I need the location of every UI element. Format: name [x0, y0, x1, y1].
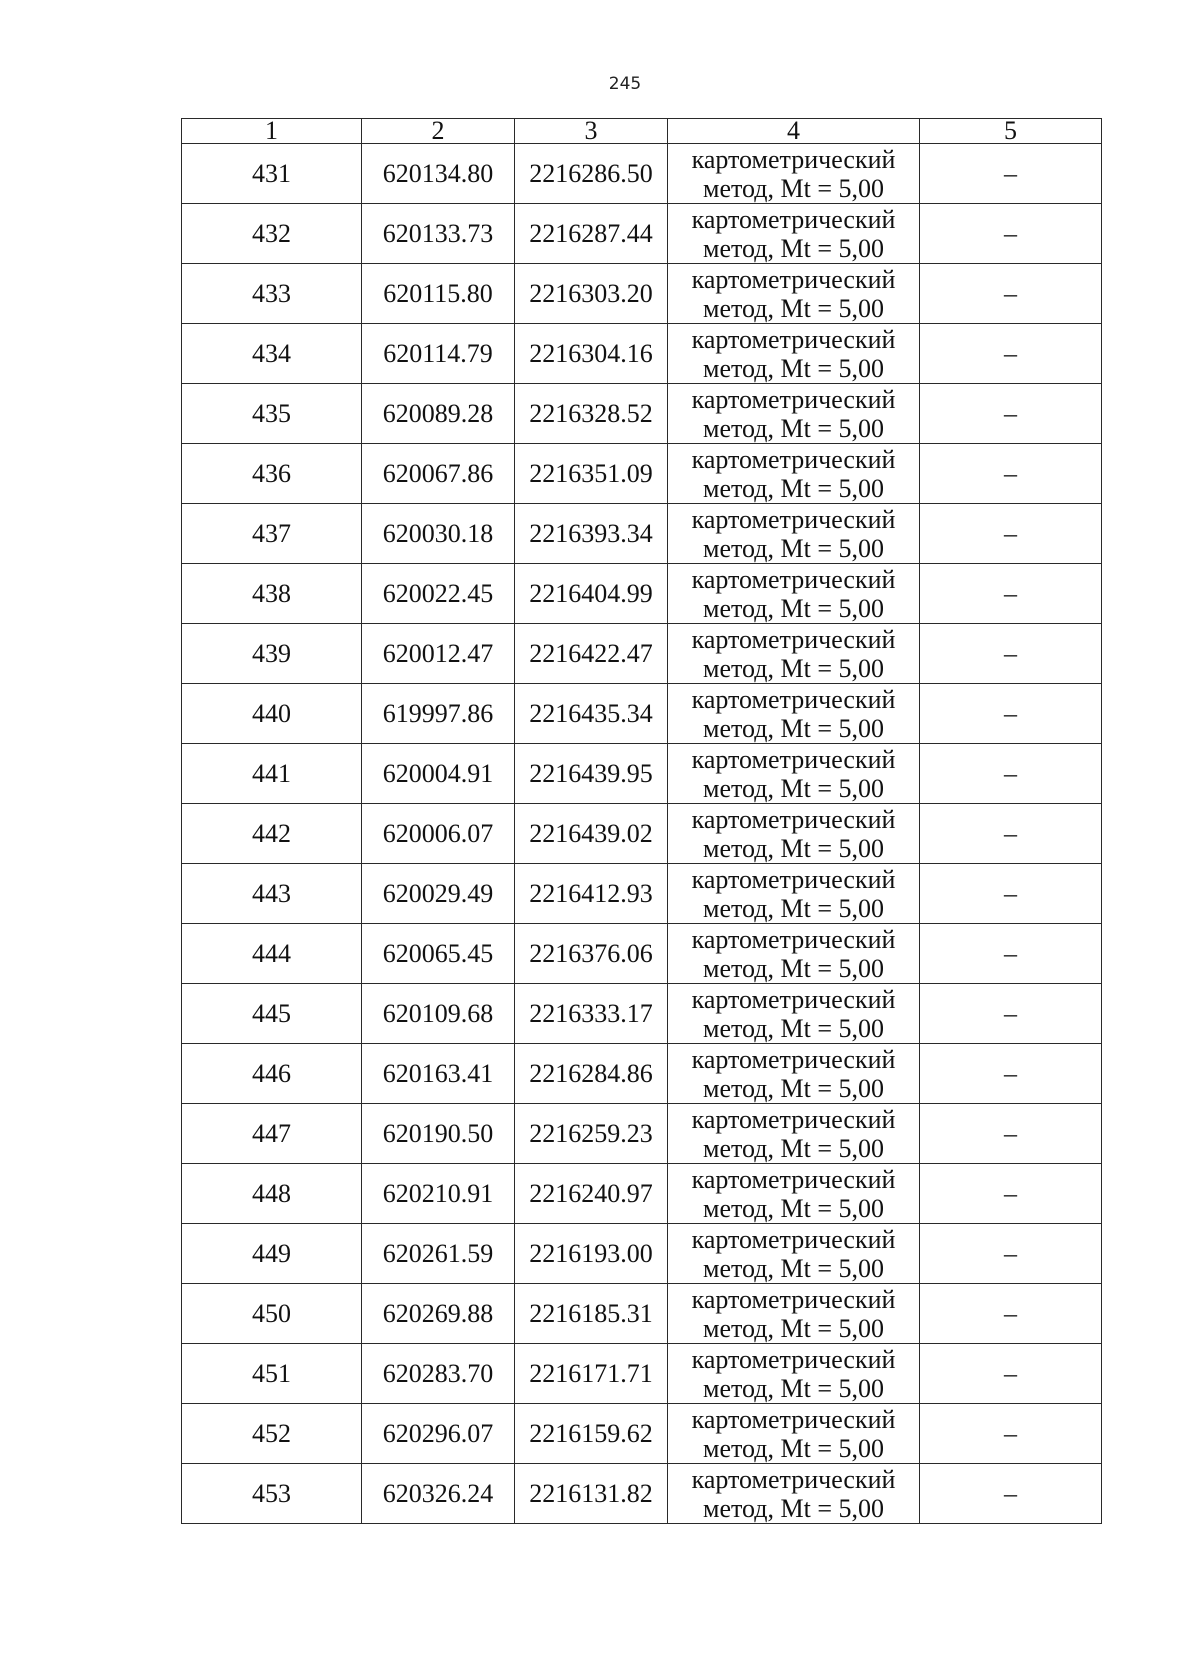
- note-cell: –: [920, 1164, 1102, 1224]
- table-row: [182, 804, 1102, 864]
- point-number-cell: 445: [182, 984, 362, 1044]
- y-coordinate-cell: 2216159.62: [515, 1404, 668, 1464]
- method-line2: метод, Mt = 5,00: [703, 833, 884, 863]
- table-row: [182, 384, 1102, 444]
- method-cell: [668, 1224, 920, 1284]
- method-line1: картометрический: [691, 264, 896, 294]
- method-cell: [668, 1044, 920, 1104]
- x-coordinate-cell: 620261.59: [362, 1224, 515, 1284]
- method-cell: [668, 924, 920, 984]
- note-cell: –: [920, 744, 1102, 804]
- table-row: [182, 684, 1102, 744]
- point-number-cell: 436: [182, 444, 362, 504]
- y-coordinate-cell: 2216333.17: [515, 984, 668, 1044]
- note-cell: –: [920, 1044, 1102, 1104]
- y-coordinate-cell: 2216404.99: [515, 564, 668, 624]
- table-row: [182, 1224, 1102, 1284]
- method-line2: метод, Mt = 5,00: [703, 233, 884, 263]
- x-coordinate-cell: 620190.50: [362, 1104, 515, 1164]
- x-coordinate-cell: 620065.45: [362, 924, 515, 984]
- note-cell: –: [920, 144, 1102, 204]
- table-row: [182, 444, 1102, 504]
- point-number-cell: 447: [182, 1104, 362, 1164]
- method-cell: [668, 324, 920, 384]
- table-row: [182, 1044, 1102, 1104]
- method-line1: картометрический: [691, 324, 896, 354]
- note-cell: –: [920, 1404, 1102, 1464]
- method-line2: метод, Mt = 5,00: [703, 653, 884, 683]
- point-number-cell: 432: [182, 204, 362, 264]
- method-cell: [668, 384, 920, 444]
- y-coordinate-cell: 2216287.44: [515, 204, 668, 264]
- table-row: [182, 864, 1102, 924]
- point-number-cell: 449: [182, 1224, 362, 1284]
- x-coordinate-cell: 620326.24: [362, 1464, 515, 1524]
- x-coordinate-cell: 620283.70: [362, 1344, 515, 1404]
- method-line1: картометрический: [691, 1284, 896, 1314]
- note-cell: –: [920, 264, 1102, 324]
- note-cell: –: [920, 624, 1102, 684]
- y-coordinate-cell: 2216435.34: [515, 684, 668, 744]
- note-cell: –: [920, 1344, 1102, 1404]
- method-cell: [668, 1284, 920, 1344]
- x-coordinate-cell: 620004.91: [362, 744, 515, 804]
- method-line1: картометрический: [691, 1464, 896, 1494]
- point-number-cell: 443: [182, 864, 362, 924]
- method-cell: [668, 444, 920, 504]
- method-line1: картометрический: [691, 624, 896, 654]
- y-coordinate-cell: 2216412.93: [515, 864, 668, 924]
- method-line1: картометрический: [691, 384, 896, 414]
- y-coordinate-cell: 2216240.97: [515, 1164, 668, 1224]
- table-header-row: [182, 119, 1102, 144]
- method-cell: [668, 864, 920, 924]
- method-line1: картометрический: [691, 1344, 896, 1374]
- note-cell: –: [920, 1284, 1102, 1344]
- method-cell: [668, 1464, 920, 1524]
- x-coordinate-cell: 620296.07: [362, 1404, 515, 1464]
- y-coordinate-cell: 2216303.20: [515, 264, 668, 324]
- note-cell: –: [920, 384, 1102, 444]
- method-cell: [668, 804, 920, 864]
- table-row: [182, 1164, 1102, 1224]
- x-coordinate-cell: 620089.28: [362, 384, 515, 444]
- note-cell: –: [920, 984, 1102, 1044]
- x-coordinate-cell: 619997.86: [362, 684, 515, 744]
- point-number-cell: 433: [182, 264, 362, 324]
- x-coordinate-cell: 620115.80: [362, 264, 515, 324]
- x-coordinate-cell: 620012.47: [362, 624, 515, 684]
- method-line2: метод, Mt = 5,00: [703, 1193, 884, 1223]
- x-coordinate-cell: 620109.68: [362, 984, 515, 1044]
- method-line2: метод, Mt = 5,00: [703, 533, 884, 563]
- y-coordinate-cell: 2216439.02: [515, 804, 668, 864]
- y-coordinate-cell: 2216171.71: [515, 1344, 668, 1404]
- method-line1: картометрический: [691, 204, 896, 234]
- table-row: [182, 1464, 1102, 1524]
- x-coordinate-cell: 620029.49: [362, 864, 515, 924]
- method-cell: [668, 564, 920, 624]
- method-line1: картометрический: [691, 744, 896, 774]
- method-cell: [668, 504, 920, 564]
- column-header: 5: [920, 119, 1102, 144]
- note-cell: –: [920, 804, 1102, 864]
- note-cell: –: [920, 684, 1102, 744]
- point-number-cell: 440: [182, 684, 362, 744]
- method-line2: метод, Mt = 5,00: [703, 593, 884, 623]
- point-number-cell: 452: [182, 1404, 362, 1464]
- note-cell: –: [920, 444, 1102, 504]
- method-line2: метод, Mt = 5,00: [703, 1253, 884, 1283]
- point-number-cell: 451: [182, 1344, 362, 1404]
- x-coordinate-cell: 620067.86: [362, 444, 515, 504]
- method-line2: метод, Mt = 5,00: [703, 1313, 884, 1343]
- y-coordinate-cell: 2216131.82: [515, 1464, 668, 1524]
- method-line2: метод, Mt = 5,00: [703, 1133, 884, 1163]
- y-coordinate-cell: 2216376.06: [515, 924, 668, 984]
- x-coordinate-cell: 620030.18: [362, 504, 515, 564]
- table-row: [182, 1404, 1102, 1464]
- method-cell: [668, 1404, 920, 1464]
- point-number-cell: 446: [182, 1044, 362, 1104]
- y-coordinate-cell: 2216328.52: [515, 384, 668, 444]
- table-row: [182, 324, 1102, 384]
- table-row: [182, 1284, 1102, 1344]
- table-row: [182, 264, 1102, 324]
- point-number-cell: 444: [182, 924, 362, 984]
- column-header: 2: [362, 119, 515, 144]
- method-cell: [668, 1344, 920, 1404]
- table-row: [182, 924, 1102, 984]
- method-line2: метод, Mt = 5,00: [703, 1073, 884, 1103]
- note-cell: –: [920, 564, 1102, 624]
- y-coordinate-cell: 2216422.47: [515, 624, 668, 684]
- point-number-cell: 435: [182, 384, 362, 444]
- x-coordinate-cell: 620133.73: [362, 204, 515, 264]
- y-coordinate-cell: 2216259.23: [515, 1104, 668, 1164]
- point-number-cell: 438: [182, 564, 362, 624]
- method-cell: [668, 204, 920, 264]
- note-cell: –: [920, 504, 1102, 564]
- table-row: [182, 1104, 1102, 1164]
- y-coordinate-cell: 2216304.16: [515, 324, 668, 384]
- method-line2: метод, Mt = 5,00: [703, 1373, 884, 1403]
- method-line1: картометрический: [691, 804, 896, 834]
- column-header: 3: [515, 119, 668, 144]
- y-coordinate-cell: 2216286.50: [515, 144, 668, 204]
- note-cell: –: [920, 324, 1102, 384]
- method-line2: метод, Mt = 5,00: [703, 353, 884, 383]
- method-line2: метод, Mt = 5,00: [703, 893, 884, 923]
- method-line1: картометрический: [691, 1224, 896, 1254]
- method-cell: [668, 1104, 920, 1164]
- table-row: [182, 1344, 1102, 1404]
- method-line1: картометрический: [691, 1404, 896, 1434]
- method-cell: [668, 744, 920, 804]
- method-cell: [668, 264, 920, 324]
- note-cell: –: [920, 1464, 1102, 1524]
- method-line2: метод, Mt = 5,00: [703, 713, 884, 743]
- point-number-cell: 431: [182, 144, 362, 204]
- column-header: 1: [182, 119, 362, 144]
- y-coordinate-cell: 2216351.09: [515, 444, 668, 504]
- method-cell: [668, 624, 920, 684]
- table-row: [182, 624, 1102, 684]
- x-coordinate-cell: 620269.88: [362, 1284, 515, 1344]
- y-coordinate-cell: 2216284.86: [515, 1044, 668, 1104]
- method-line2: метод, Mt = 5,00: [703, 953, 884, 983]
- x-coordinate-cell: 620134.80: [362, 144, 515, 204]
- method-line2: метод, Mt = 5,00: [703, 413, 884, 443]
- method-line1: картометрический: [691, 564, 896, 594]
- method-line2: метод, Mt = 5,00: [703, 1013, 884, 1043]
- table-row: [182, 204, 1102, 264]
- method-line1: картометрический: [691, 864, 896, 894]
- point-number-cell: 434: [182, 324, 362, 384]
- method-line1: картометрический: [691, 444, 896, 474]
- point-number-cell: 450: [182, 1284, 362, 1344]
- point-number-cell: 439: [182, 624, 362, 684]
- method-cell: [668, 684, 920, 744]
- table-row: [182, 144, 1102, 204]
- method-line1: картометрический: [691, 1104, 896, 1134]
- method-line2: метод, Mt = 5,00: [703, 773, 884, 803]
- method-line1: картометрический: [691, 504, 896, 534]
- method-line2: метод, Mt = 5,00: [703, 1493, 884, 1523]
- method-line2: метод, Mt = 5,00: [703, 173, 884, 203]
- method-line1: картометрический: [691, 1164, 896, 1194]
- x-coordinate-cell: 620006.07: [362, 804, 515, 864]
- method-cell: [668, 1164, 920, 1224]
- method-line2: метод, Mt = 5,00: [703, 1433, 884, 1463]
- point-number-cell: 442: [182, 804, 362, 864]
- x-coordinate-cell: 620163.41: [362, 1044, 515, 1104]
- point-number-cell: 441: [182, 744, 362, 804]
- note-cell: –: [920, 864, 1102, 924]
- y-coordinate-cell: 2216193.00: [515, 1224, 668, 1284]
- y-coordinate-cell: 2216393.34: [515, 504, 668, 564]
- table-row: [182, 984, 1102, 1044]
- method-cell: [668, 984, 920, 1044]
- note-cell: –: [920, 1104, 1102, 1164]
- method-line2: метод, Mt = 5,00: [703, 293, 884, 323]
- method-line2: метод, Mt = 5,00: [703, 473, 884, 503]
- note-cell: –: [920, 1224, 1102, 1284]
- x-coordinate-cell: 620022.45: [362, 564, 515, 624]
- y-coordinate-cell: 2216439.95: [515, 744, 668, 804]
- method-line1: картометрический: [691, 924, 896, 954]
- point-number-cell: 448: [182, 1164, 362, 1224]
- x-coordinate-cell: 620114.79: [362, 324, 515, 384]
- method-line1: картометрический: [691, 984, 896, 1014]
- method-line1: картометрический: [691, 144, 896, 174]
- table-body: [182, 144, 1102, 1524]
- point-number-cell: 437: [182, 504, 362, 564]
- method-cell: [668, 144, 920, 204]
- y-coordinate-cell: 2216185.31: [515, 1284, 668, 1344]
- point-number-cell: 453: [182, 1464, 362, 1524]
- note-cell: –: [920, 204, 1102, 264]
- page-number: 245: [608, 74, 642, 94]
- note-cell: –: [920, 924, 1102, 984]
- coordinates-table: [181, 118, 1102, 1524]
- method-line1: картометрический: [691, 1044, 896, 1074]
- x-coordinate-cell: 620210.91: [362, 1164, 515, 1224]
- table-row: [182, 504, 1102, 564]
- method-line1: картометрический: [691, 684, 896, 714]
- table-row: [182, 744, 1102, 804]
- column-header: 4: [668, 119, 920, 144]
- table-row: [182, 564, 1102, 624]
